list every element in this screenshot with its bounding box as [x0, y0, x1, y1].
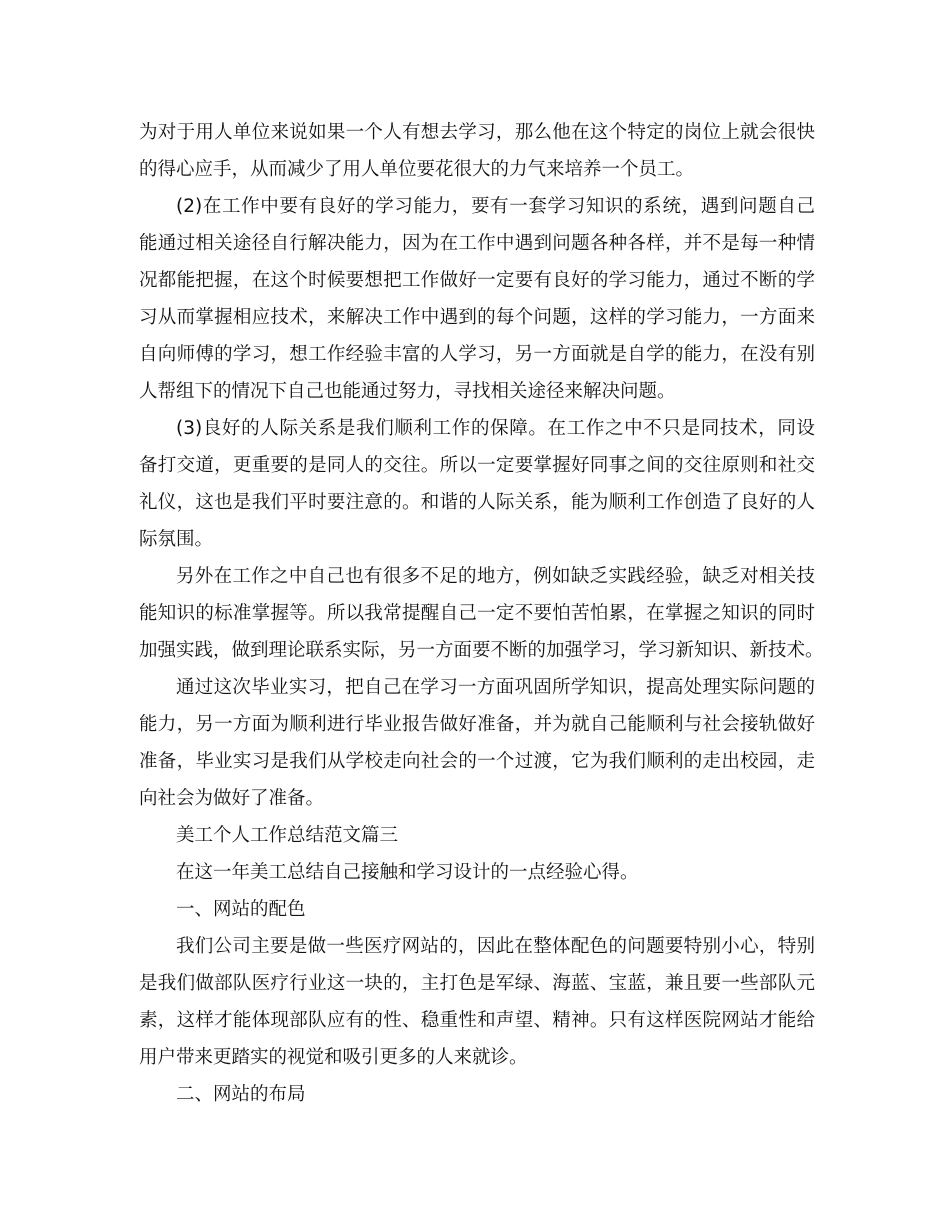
text-line: 在这一年美工总结自己接触和学习设计的一点经验心得。 [176, 862, 639, 883]
text-line: (3)良好的人际关系是我们顺利工作的保障。在工作之中不只是同技术，同设 [176, 418, 815, 439]
text-line: 通过这次毕业实习，把自己在学习一方面巩固所学知识，提高处理实际问题的 [176, 677, 815, 698]
document-body [139, 114, 824, 1113]
text-line: 能力，另一方面为顺利进行毕业报告做好准备，并为就自己能顺利与社会接轨做好 [139, 714, 815, 735]
text-line: 礼仪，这也是我们平时要注意的。和谐的人际关系，能为顺利工作创造了良好的人 [139, 492, 815, 513]
text-line: (2)在工作中要有良好的学习能力，要有一套学习知识的系统，遇到问题自己 [176, 196, 815, 217]
text-line: 的得心应手，从而减少了用人单位要花很大的力气来培养一个员工。 [139, 159, 695, 180]
text-line: 向社会为做好了准备。 [139, 788, 325, 809]
text-line: 我们公司主要是做一些医疗网站的，因此在整体配色的问题要特别小心，特别 [176, 936, 815, 957]
text-line: 另外在工作之中自己也有很多不足的地方，例如缺乏实践经验，缺乏对相关技 [176, 566, 815, 587]
text-line: 加强实践，做到理论联系实际，另一方面要不断的加强学习，学习新知识、新技术。 [139, 640, 824, 661]
text-line: 况都能把握，在这个时候要想把工作做好一定要有良好的学习能力，通过不断的学 [139, 270, 815, 291]
section-heading: 一、网站的配色 [176, 899, 306, 920]
text-line: 为对于用人单位来说如果一个人有想去学习，那么他在这个特定的岗位上就会很快 [139, 122, 815, 143]
text-line: 际氛围。 [139, 529, 214, 550]
section-heading: 美工个人工作总结范文篇三 [176, 825, 399, 846]
text-line: 准备，毕业实习是我们从学校走向社会的一个过渡，它为我们顺利的走出校园，走 [139, 751, 815, 772]
section-heading: 二、网站的布局 [176, 1084, 306, 1105]
text-line: 习从而掌握相应技术，来解决工作中遇到的每个问题，这样的学习能力，一方面来 [139, 307, 815, 328]
text-line: 备打交道，更重要的是同人的交往。所以一定要掌握好同事之间的交往原则和社交 [139, 455, 815, 476]
text-line: 能通过相关途径自行解决能力，因为在工作中遇到问题各种各样，并不是每一种情 [139, 233, 815, 254]
text-line: 素，这样才能体现部队应有的性、稳重性和声望、精神。只有这样医院网站才能给 [139, 1010, 815, 1031]
text-line: 自向师傅的学习，想工作经验丰富的人学习，另一方面就是自学的能力，在没有别 [139, 344, 815, 365]
text-line: 是我们做部队医疗行业这一块的，主打色是军绿、海蓝、宝蓝，兼且要一些部队元 [139, 973, 815, 994]
text-line: 人帮组下的情况下自己也能通过努力，寻找相关途径来解决问题。 [139, 381, 676, 402]
text-line: 用户带来更踏实的视觉和吸引更多的人来就诊。 [139, 1047, 528, 1068]
text-line: 能知识的标准掌握等。所以我常提醒自己一定不要怕苦怕累，在掌握之知识的同时 [139, 603, 815, 624]
